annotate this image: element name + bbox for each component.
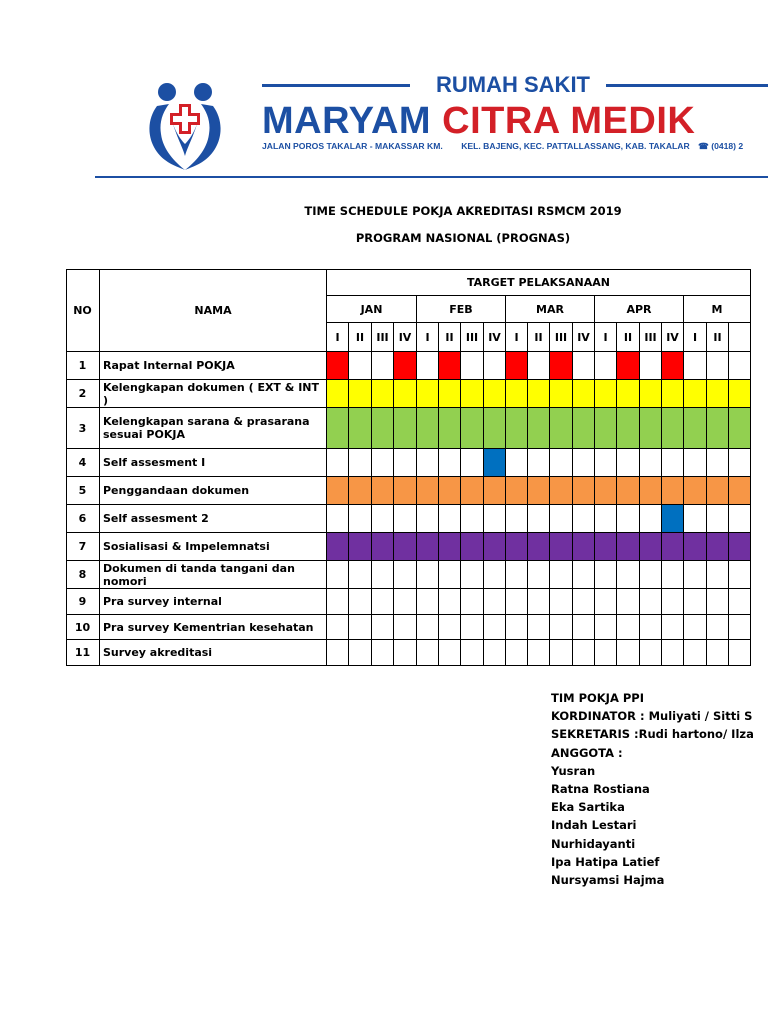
- schedule-cell: [528, 408, 550, 449]
- schedule-cell: [684, 352, 707, 380]
- schedule-cell: [349, 640, 372, 666]
- schedule-cell: [573, 615, 595, 640]
- hospital-type-label: RUMAH SAKIT: [436, 72, 590, 97]
- schedule-cell: [506, 505, 528, 533]
- schedule-cell: [394, 477, 417, 505]
- week-header: II: [349, 323, 372, 352]
- schedule-cell: [707, 640, 729, 666]
- month-header: M: [684, 296, 751, 323]
- week-header: I: [595, 323, 617, 352]
- row-number: 3: [66, 408, 100, 449]
- schedule-cell: [640, 449, 662, 477]
- schedule-cell: [550, 561, 573, 589]
- schedule-cell: [461, 505, 484, 533]
- schedule-cell: [707, 533, 729, 561]
- schedule-cell: [439, 533, 461, 561]
- schedule-cell: [707, 352, 729, 380]
- schedule-cell: [707, 561, 729, 589]
- schedule-cell: [394, 505, 417, 533]
- schedule-cell: [617, 408, 640, 449]
- schedule-cell: [506, 408, 528, 449]
- schedule-cell: [684, 477, 707, 505]
- schedule-cell: [573, 589, 595, 615]
- row-activity-name: Pra survey internal: [100, 589, 327, 615]
- schedule-cell: [617, 589, 640, 615]
- schedule-cell: [528, 561, 550, 589]
- schedule-cell: [573, 449, 595, 477]
- schedule-cell: [573, 640, 595, 666]
- schedule-cell: [327, 533, 349, 561]
- schedule-cell: [349, 533, 372, 561]
- schedule-cell: [595, 505, 617, 533]
- schedule-cell: [528, 449, 550, 477]
- team-sekretaris: SEKRETARIS :Rudi hartono/ Ilza: [551, 727, 754, 742]
- schedule-cell: [684, 505, 707, 533]
- schedule-cell: [707, 449, 729, 477]
- row-number: 1: [66, 352, 100, 380]
- schedule-cell: [394, 589, 417, 615]
- schedule-cell: [640, 477, 662, 505]
- schedule-cell: [327, 380, 349, 408]
- schedule-cell: [640, 408, 662, 449]
- team-member: Indah Lestari: [551, 818, 637, 833]
- row-activity-name: Survey akreditasi: [100, 640, 327, 666]
- week-header: III: [372, 323, 394, 352]
- schedule-cell: [484, 615, 506, 640]
- schedule-cell: [439, 561, 461, 589]
- schedule-cell: [394, 640, 417, 666]
- schedule-cell: [528, 380, 550, 408]
- schedule-cell: [662, 408, 684, 449]
- schedule-cell: [417, 640, 439, 666]
- schedule-cell: [729, 477, 751, 505]
- schedule-cell: [439, 352, 461, 380]
- schedule-cell: [394, 533, 417, 561]
- week-header: II: [617, 323, 640, 352]
- schedule-cell: [707, 380, 729, 408]
- header-line-left: [262, 84, 410, 87]
- schedule-cell: [595, 640, 617, 666]
- header-nama: NAMA: [100, 269, 327, 352]
- schedule-cell: [394, 615, 417, 640]
- schedule-cell: [640, 380, 662, 408]
- schedule-cell: [327, 561, 349, 589]
- row-activity-name: Dokumen di tanda tangani dan nomori: [100, 561, 327, 589]
- schedule-cell: [484, 449, 506, 477]
- schedule-cell: [484, 505, 506, 533]
- schedule-cell: [550, 380, 573, 408]
- schedule-cell: [461, 449, 484, 477]
- schedule-cell: [327, 589, 349, 615]
- schedule-cell: [461, 533, 484, 561]
- schedule-cell: [640, 615, 662, 640]
- row-activity-name: Self assesment I: [100, 449, 327, 477]
- schedule-cell: [595, 380, 617, 408]
- schedule-cell: [640, 561, 662, 589]
- schedule-cell: [349, 589, 372, 615]
- schedule-cell: [484, 640, 506, 666]
- week-header: I: [417, 323, 439, 352]
- schedule-cell: [327, 449, 349, 477]
- schedule-cell: [439, 380, 461, 408]
- schedule-cell: [550, 615, 573, 640]
- schedule-cell: [417, 589, 439, 615]
- schedule-cell: [528, 533, 550, 561]
- schedule-cell: [640, 533, 662, 561]
- schedule-cell: [595, 561, 617, 589]
- team-block: [551, 689, 754, 889]
- row-number: 11: [66, 640, 100, 666]
- schedule-cell: [707, 589, 729, 615]
- schedule-cell: [372, 477, 394, 505]
- schedule-cell: [439, 408, 461, 449]
- schedule-cell: [484, 380, 506, 408]
- row-number: 7: [66, 533, 100, 561]
- schedule-cell: [662, 589, 684, 615]
- week-header: I: [327, 323, 349, 352]
- row-activity-name: Penggandaan dokumen: [100, 477, 327, 505]
- schedule-cell: [573, 561, 595, 589]
- schedule-cell: [528, 589, 550, 615]
- row-number: 2: [66, 380, 100, 408]
- hospital-name-part1: MARYAM: [262, 100, 432, 142]
- schedule-cell: [506, 449, 528, 477]
- schedule-cell: [439, 640, 461, 666]
- schedule-cell: [640, 505, 662, 533]
- schedule-cell: [506, 561, 528, 589]
- schedule-cell: [662, 505, 684, 533]
- row-number: 4: [66, 449, 100, 477]
- schedule-cell: [327, 408, 349, 449]
- schedule-cell: [484, 352, 506, 380]
- schedule-cell: [617, 561, 640, 589]
- schedule-cell: [617, 615, 640, 640]
- schedule-cell: [550, 533, 573, 561]
- week-header: IV: [662, 323, 684, 352]
- schedule-cell: [484, 477, 506, 505]
- row-activity-name: Pra survey Kementrian kesehatan: [100, 615, 327, 640]
- schedule-cell: [417, 352, 439, 380]
- schedule-cell: [550, 505, 573, 533]
- week-header: II: [439, 323, 461, 352]
- month-header: APR: [595, 296, 684, 323]
- row-activity-name: Self assesment 2: [100, 505, 327, 533]
- schedule-cell: [484, 589, 506, 615]
- schedule-cell: [372, 449, 394, 477]
- schedule-cell: [684, 408, 707, 449]
- schedule-cell: [528, 505, 550, 533]
- schedule-cell: [394, 352, 417, 380]
- schedule-cell: [372, 589, 394, 615]
- schedule-cell: [439, 589, 461, 615]
- month-header: JAN: [327, 296, 417, 323]
- schedule-cell: [617, 505, 640, 533]
- schedule-cell: [506, 589, 528, 615]
- schedule-cell: [372, 352, 394, 380]
- schedule-cell: [417, 477, 439, 505]
- schedule-cell: [684, 380, 707, 408]
- team-member: Yusran: [551, 763, 596, 778]
- week-header: III: [461, 323, 484, 352]
- schedule-cell: [684, 449, 707, 477]
- schedule-cell: [617, 533, 640, 561]
- schedule-cell: [327, 352, 349, 380]
- schedule-cell: [684, 615, 707, 640]
- schedule-cell: [484, 533, 506, 561]
- week-header: IV: [394, 323, 417, 352]
- schedule-cell: [550, 449, 573, 477]
- schedule-cell: [729, 352, 751, 380]
- week-header: [729, 323, 751, 352]
- schedule-cell: [550, 408, 573, 449]
- row-activity-name: Kelengkapan sarana & prasarana sesuai POKJA: [100, 408, 327, 449]
- schedule-cell: [506, 615, 528, 640]
- document-subtitle: PROGRAM NASIONAL (PROGNAS): [355, 231, 571, 245]
- schedule-cell: [439, 477, 461, 505]
- schedule-cell: [595, 589, 617, 615]
- schedule-cell: [729, 640, 751, 666]
- phone-number: ☎ (0418) 2: [698, 141, 744, 151]
- schedule-cell: [372, 505, 394, 533]
- address-right: KEL. BAJENG, KEC. PATTALLASSANG, KAB. TAKALAR: [461, 141, 690, 151]
- schedule-cell: [461, 352, 484, 380]
- month-header: MAR: [506, 296, 595, 323]
- schedule-cell: [729, 589, 751, 615]
- schedule-cell: [506, 352, 528, 380]
- header-divider: [95, 176, 768, 178]
- schedule-cell: [729, 380, 751, 408]
- schedule-cell: [461, 380, 484, 408]
- schedule-cell: [662, 533, 684, 561]
- week-header: II: [528, 323, 550, 352]
- schedule-cell: [550, 640, 573, 666]
- team-kordinator: KORDINATOR : Muliyati / Sitti S: [551, 709, 753, 724]
- schedule-cell: [394, 380, 417, 408]
- schedule-cell: [617, 640, 640, 666]
- schedule-cell: [372, 615, 394, 640]
- team-member: Eka Sartika: [551, 800, 625, 815]
- schedule-cell: [349, 352, 372, 380]
- row-number: 5: [66, 477, 100, 505]
- schedule-cell: [595, 615, 617, 640]
- schedule-cell: [729, 505, 751, 533]
- team-anggota-label: ANGGOTA :: [551, 745, 623, 760]
- schedule-cell: [729, 615, 751, 640]
- schedule-cell: [573, 477, 595, 505]
- row-number: 9: [66, 589, 100, 615]
- schedule-cell: [372, 380, 394, 408]
- schedule-cell: [439, 505, 461, 533]
- schedule-cell: [439, 615, 461, 640]
- row-number: 6: [66, 505, 100, 533]
- schedule-cell: [617, 380, 640, 408]
- header-line-right: [606, 84, 768, 87]
- schedule-cell: [327, 477, 349, 505]
- schedule-cell: [595, 533, 617, 561]
- schedule-cell: [707, 408, 729, 449]
- document-title: TIME SCHEDULE POKJA AKREDITASI RSMCM 2019: [304, 204, 622, 218]
- week-header: III: [550, 323, 573, 352]
- schedule-cell: [729, 408, 751, 449]
- schedule-cell: [349, 477, 372, 505]
- schedule-cell: [417, 533, 439, 561]
- schedule-cell: [349, 408, 372, 449]
- schedule-cell: [595, 408, 617, 449]
- schedule-cell: [662, 615, 684, 640]
- schedule-cell: [662, 352, 684, 380]
- schedule-cell: [729, 449, 751, 477]
- schedule-cell: [506, 533, 528, 561]
- schedule-cell: [684, 533, 707, 561]
- schedule-cell: [617, 477, 640, 505]
- schedule-cell: [372, 408, 394, 449]
- schedule-cell: [528, 477, 550, 505]
- schedule-cell: [349, 380, 372, 408]
- week-header: III: [640, 323, 662, 352]
- schedule-cell: [439, 449, 461, 477]
- team-member: Ipa Hatipa Latief: [551, 854, 660, 869]
- schedule-cell: [372, 561, 394, 589]
- schedule-cell: [349, 615, 372, 640]
- schedule-cell: [349, 561, 372, 589]
- schedule-cell: [573, 505, 595, 533]
- hospital-address: [262, 141, 743, 152]
- week-header: IV: [484, 323, 506, 352]
- team-member: Nurhidayanti: [551, 836, 636, 851]
- schedule-cell: [573, 408, 595, 449]
- schedule-cell: [327, 640, 349, 666]
- schedule-cell: [372, 640, 394, 666]
- schedule-cell: [349, 505, 372, 533]
- schedule-cell: [684, 589, 707, 615]
- schedule-cell: [417, 449, 439, 477]
- row-number: 10: [66, 615, 100, 640]
- schedule-cell: [417, 561, 439, 589]
- header-no: NO: [66, 269, 100, 352]
- schedule-cell: [461, 477, 484, 505]
- schedule-cell: [506, 380, 528, 408]
- schedule-cell: [640, 589, 662, 615]
- schedule-cell: [595, 449, 617, 477]
- schedule-cell: [372, 533, 394, 561]
- schedule-cell: [461, 589, 484, 615]
- schedule-cell: [617, 449, 640, 477]
- hospital-logo-icon: [143, 78, 227, 170]
- row-activity-name: Kelengkapan dokumen ( EXT & INT ): [100, 380, 327, 408]
- schedule-cell: [461, 640, 484, 666]
- schedule-cell: [617, 352, 640, 380]
- schedule-cell: [707, 615, 729, 640]
- schedule-cell: [662, 449, 684, 477]
- schedule-cell: [484, 561, 506, 589]
- schedule-cell: [417, 505, 439, 533]
- schedule-cell: [662, 561, 684, 589]
- hospital-name: [262, 100, 695, 143]
- schedule-cell: [662, 640, 684, 666]
- row-activity-name: Rapat Internal POKJA: [100, 352, 327, 380]
- team-heading: TIM POKJA PPI: [551, 691, 645, 705]
- schedule-cell: [417, 380, 439, 408]
- schedule-cell: [729, 533, 751, 561]
- schedule-cell: [729, 561, 751, 589]
- hospital-name-part2: CITRA MEDIK: [442, 100, 696, 142]
- week-header: IV: [573, 323, 595, 352]
- row-number: 8: [66, 561, 100, 589]
- schedule-cell: [707, 477, 729, 505]
- schedule-cell: [550, 352, 573, 380]
- week-header: I: [684, 323, 707, 352]
- week-header: II: [707, 323, 729, 352]
- team-member: Ratna Rostiana: [551, 781, 650, 796]
- schedule-cell: [550, 589, 573, 615]
- schedule-cell: [528, 615, 550, 640]
- address-left: JALAN POROS TAKALAR - MAKASSAR KM.: [262, 141, 443, 151]
- schedule-cell: [417, 408, 439, 449]
- schedule-cell: [484, 408, 506, 449]
- schedule-cell: [461, 615, 484, 640]
- schedule-cell: [595, 352, 617, 380]
- row-activity-name: Sosialisasi & Impelemnatsi: [100, 533, 327, 561]
- schedule-cell: [573, 533, 595, 561]
- schedule-cell: [417, 615, 439, 640]
- schedule-cell: [528, 640, 550, 666]
- schedule-cell: [394, 561, 417, 589]
- schedule-cell: [461, 408, 484, 449]
- schedule-cell: [573, 352, 595, 380]
- schedule-cell: [684, 640, 707, 666]
- month-header: FEB: [417, 296, 506, 323]
- schedule-cell: [684, 561, 707, 589]
- schedule-cell: [506, 477, 528, 505]
- schedule-cell: [640, 640, 662, 666]
- schedule-cell: [394, 408, 417, 449]
- team-member: Nursyamsi Hajma: [551, 872, 665, 887]
- schedule-cell: [662, 477, 684, 505]
- header-target: TARGET PELAKSANAAN: [327, 269, 751, 296]
- schedule-cell: [662, 380, 684, 408]
- schedule-cell: [506, 640, 528, 666]
- schedule-cell: [349, 449, 372, 477]
- schedule-cell: [327, 505, 349, 533]
- week-header: I: [506, 323, 528, 352]
- schedule-cell: [573, 380, 595, 408]
- schedule-cell: [640, 352, 662, 380]
- schedule-cell: [550, 477, 573, 505]
- schedule-cell: [707, 505, 729, 533]
- schedule-cell: [595, 477, 617, 505]
- schedule-cell: [461, 561, 484, 589]
- schedule-cell: [394, 449, 417, 477]
- schedule-cell: [528, 352, 550, 380]
- schedule-cell: [327, 615, 349, 640]
